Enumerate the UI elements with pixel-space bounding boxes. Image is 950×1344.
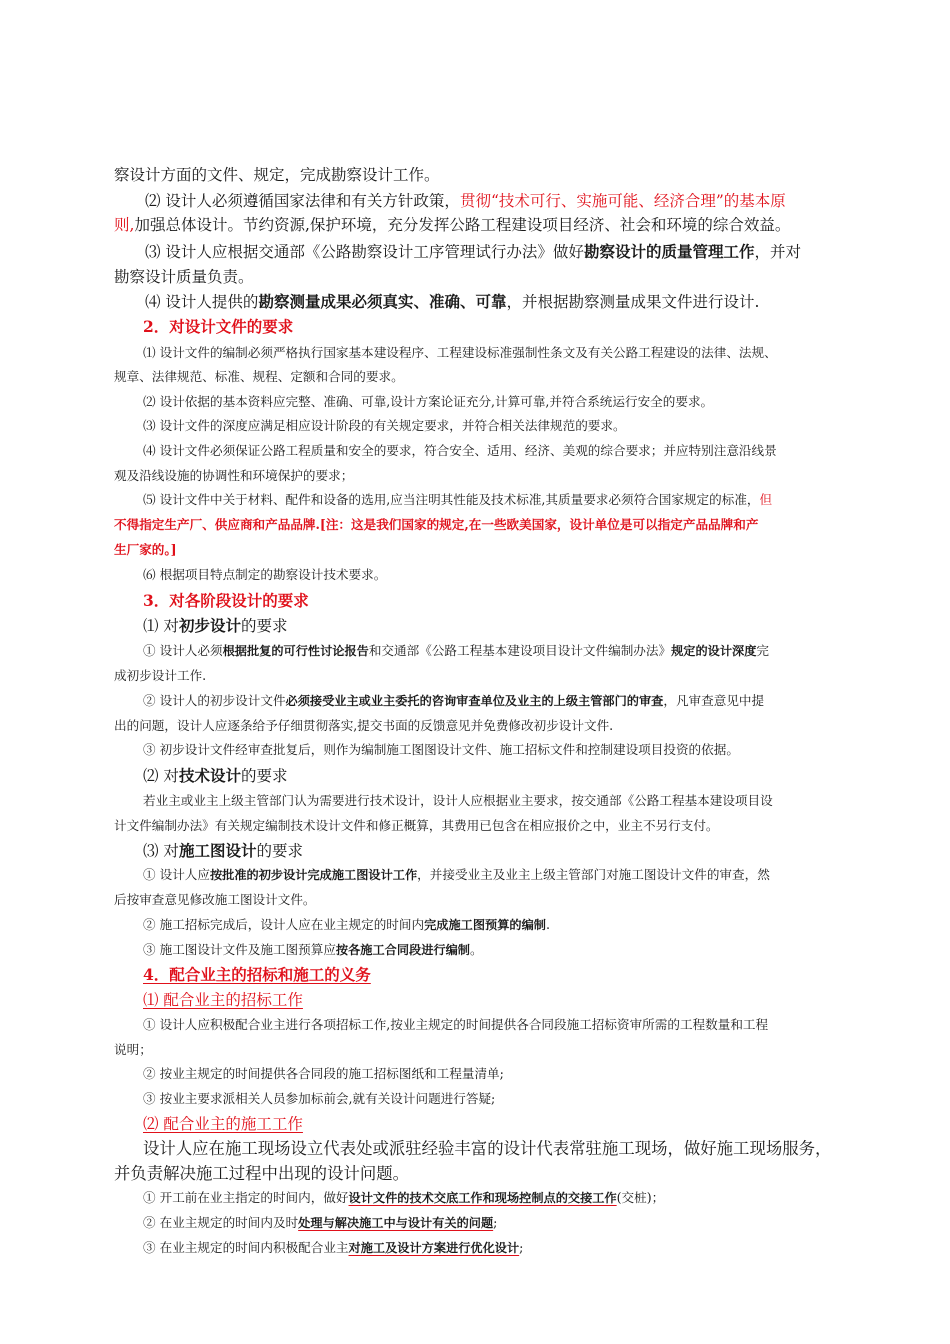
paragraph-line: ① 开工前在业主指定的时间内，做好设计文件的技术交底工作和现场控制点的交接工作(交桩)； [143, 1190, 665, 1205]
subsection-heading: ⑵ 配合业主的施工工作 [143, 1115, 303, 1133]
paragraph-line: ① 设计人必须根据批复的可行性讨论报告和交通部《公路工程基本建设项目设计文件编制办法》规定的设计深度完 [143, 643, 769, 658]
paragraph-line: 设计人应在施工现场设立代表处或派驻经验丰富的设计代表常驻施工现场，做好施工现场服务， [143, 1139, 832, 1158]
paragraph-line: 则,加强总体设计。节约资源,保护环境，充分发挥公路工程建设项目经济、社会和环境的综合效益。 [114, 216, 791, 234]
paragraph-line: ③ 在业主规定的时间内积极配合业主对施工及设计方案进行优化设计; [143, 1240, 524, 1255]
paragraph-line: ⑹ 根据项目特点制定的勘察设计技术要求。 [143, 567, 387, 582]
paragraph-line: ⑵ 设计依据的基本资料应完整、准确、可靠,设计方案论证充分,计算可靠,并符合系统运行安全的要求。 [143, 394, 714, 409]
paragraph-line: ⑶ 设计人应根据交通部《公路勘察设计工序管理试行办法》做好勘察设计的质量管理工作，并对 [145, 242, 801, 261]
paragraph-line: ② 按业主规定的时间提供各合同段的施工招标图纸和工程量清单; [143, 1066, 504, 1081]
bold-emphasis: 勘察测量成果必须真实、准确、可靠 [258, 292, 507, 311]
bold-emphasis: 勘察设计的质量管理工作 [583, 242, 755, 261]
paragraph-line: ⑶ 设计文件的深度应满足相应设计阶段的有关规定要求，并符合相关法律规范的要求。 [143, 418, 626, 433]
paragraph-line: ⑸ 设计文件中关于材料、配件和设备的选用,应当注明其性能及技术标准,其质量要求必须符合国家规定的标准，但 [143, 492, 773, 507]
paragraph-line: ⑵ 设计人必须遵循国家法律和有关方针政策，贯彻“技术可行、实施可能、经济合理”的基本原 [145, 192, 786, 210]
section-heading-3: 3．对各阶段设计的要求 [143, 591, 309, 610]
paragraph-line: ① 设计人应积极配合业主进行各项招标工作,按业主规定的时间提供各合同段施工招标资审所需的工程数量和工程 [143, 1017, 769, 1032]
paragraph-line [114, 517, 758, 532]
subsection-heading: ⑴ 配合业主的招标工作 [143, 991, 303, 1009]
paragraph-line: ① 设计人应按批准的初步设计完成施工图设计工作，并接受业主及业主上级主管部门对施工图设计文件的审查，然 [143, 867, 770, 882]
paragraph-line: ② 在业主规定的时间内及时处理与解决施工中与设计有关的问题; [143, 1215, 498, 1230]
paragraph-line: ③ 施工图设计文件及施工图预算应按各施工合同段进行编制。 [143, 942, 483, 957]
subsection-heading: ⑴ 对初步设计的要求 [143, 616, 288, 635]
paragraph-line: ⑷ 设计文件必须保证公路工程质量和安全的要求，符合安全、适用、经济、美观的综合要求；并应特别注意沿线景 [143, 443, 777, 458]
paragraph-line: 规章、法律规范、标准、规程、定额和合同的要求。 [114, 369, 404, 384]
paragraph-line: 成初步设计工作. [114, 668, 207, 683]
section-heading-2: 2．对设计文件的要求 [143, 317, 294, 336]
paragraph-line: ⑴ 设计文件的编制必须严格执行国家基本建设程序、工程建设标准强制性条文及有关公路工程建设的法律、法规、 [143, 345, 777, 360]
paragraph-line: 说明； [114, 1042, 152, 1057]
paragraph-line: 勘察设计质量负责。 [114, 268, 254, 286]
paragraph-line: ② 施工招标完成后，设计人应在业主规定的时间内完成施工图预算的编制. [143, 917, 550, 932]
paragraph-line: ③ 按业主要求派相关人员参加标前会,就有关设计问题进行答疑; [143, 1091, 496, 1106]
red-emphasis: 贯彻“技术可行、实施可能、经济合理”的基本原 [459, 192, 786, 210]
red-note: 生厂家的。] [114, 542, 177, 557]
subsection-heading: ⑵ 对技术设计的要求 [143, 766, 288, 785]
paragraph-line: ⑷ 设计人提供的勘察测量成果必须真实、准确、可靠，并根据勘察测量成果文件进行设计. [145, 292, 760, 311]
subsection-heading: ⑶ 对施工图设计的要求 [143, 841, 303, 860]
red-emphasis: 不得指定生产厂、供应商和产品品牌 [114, 517, 316, 532]
paragraph-line: 观及沿线设施的协调性和环境保护的要求； [114, 468, 354, 483]
paragraph-line: 出的问题，设计人应逐条给予仔细贯彻落实,提交书面的反馈意见并免费修改初步设计文件. [114, 718, 614, 733]
paragraph-line: 察设计方面的文件、规定，完成勘察设计工作。 [114, 166, 440, 184]
red-note: .[注：这是我们国家的规定,在一些欧美国家，设计单位是可以指定产品品牌和产 [315, 517, 759, 532]
paragraph-line: 后按审查意见修改施工图设计文件。 [114, 892, 316, 907]
paragraph-line: 计文件编制办法》有关规定编制技术设计文件和修正概算，其费用已包含在相应报价之中，业主不另行支付。 [114, 818, 719, 833]
paragraph-line: 并负责解决施工过程中出现的设计问题。 [114, 1164, 410, 1183]
paragraph-line: 若业主或业主上级主管部门认为需要进行技术设计，设计人应根据业主要求，按交通部《公路工程基本建设项目设 [143, 793, 773, 808]
paragraph-line: ② 设计人的初步设计文件必须接受业主或业主委托的咨询审查单位及业主的上级主管部门的审查，凡审查意见中提 [143, 693, 765, 708]
paragraph-line: ③ 初步设计文件经审查批复后，则作为编制施工图图设计文件、施工招标文件和控制建设项目投资的依据。 [143, 742, 739, 757]
section-heading-4: 4．配合业主的招标和施工的义务 [143, 965, 371, 984]
